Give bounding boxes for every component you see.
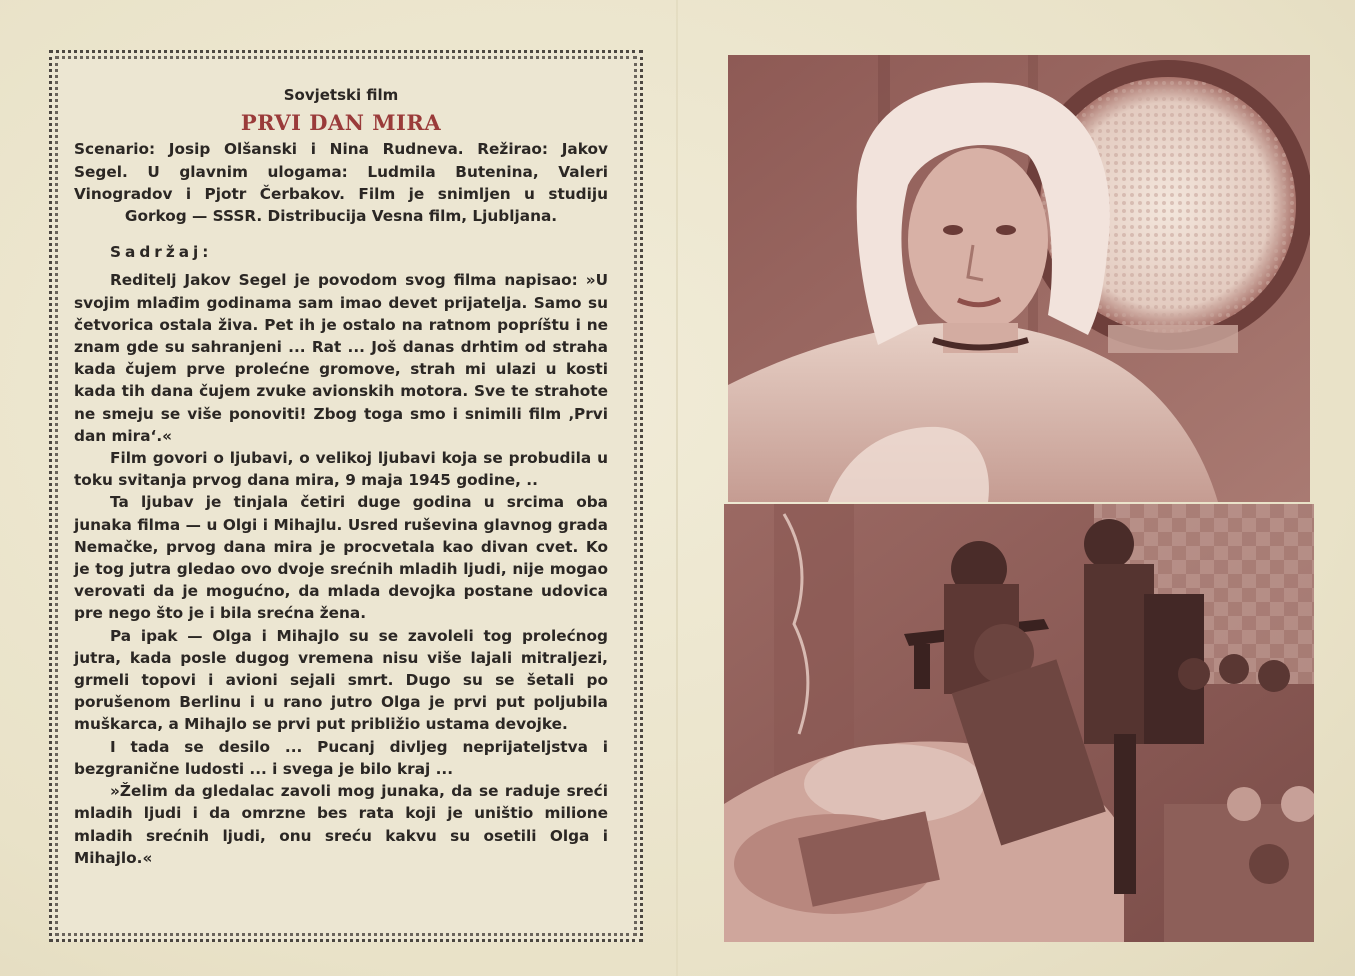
- section-label: Sadržaj:: [110, 243, 213, 262]
- paragraph: »Želim da gledalac zavoli mog junaka, da se raduje sreći mladih ljudi i da omrzne bes rata koji je uništio milione mladih srećnih ljudi, onu sreću kakvu su osetili Olga i Mihajlo.«: [74, 782, 608, 867]
- article-subtitle: Sovjetski film: [283, 86, 399, 104]
- paragraph: Film govori o ljubavi, o velikoj ljubavi koja se probudila u toku svitanja prvog dana mira, 9 maja 1945 godine, ..: [74, 449, 608, 490]
- photo-nurse-portrait: [728, 55, 1310, 502]
- article-title: PRVI DAN MIRA: [240, 110, 442, 136]
- paragraph: I tada se desilo ... Pucanj divljeg neprijateljstva i bezgranične ludosti ... i svega je bilo kraj ...: [74, 737, 608, 778]
- paragraph: Pa ipak — Olga i Mihajlo su se zavoleli tog prolećnog jutra, kada posle dugog vremena nisu više lajali mitraljezi, grmeli topovi i avioni sejali smrt. Dugo su se šetali po porušenom Berlinu i u rano jutro Olga je prvi put poljubila muškarca, a Mihajlo se prvi put približio ustama devojke.: [74, 626, 608, 734]
- paragraph: Ta ljubav je tinjala četiri duge godina u srcima oba junaka filma — u Olgi i Mihajlu. Usred ruševina glavnog grada Nemačke, prvog dana mira je procvetala kao divan cvet. Ko je tog jutra gledao ovo dvoje srećnih mladih ljudi, nije mogao verovati da je mogućno, da mlada devojka postane udovica pre nego što je i bila srećna žena.: [74, 493, 608, 623]
- paragraph: Reditelj Jakov Segel je povodom svog filma napisao: »U svojim mlađim godinama sam imao devet prijatelja. Samo su četvorica ostala živa. Pet ih je ostalo na ratnom popríštu i ne znam gde su sahranjeni ... Rat ... Još danas drhtim od straha kada čujem prve prolećne gromove, strah mi ulazi u kosti kada tih dana čujem zvuke avionskih motora. Sve te strahote ne smeju se više ponoviti! Zbog toga smo i snimili film ‚Prvi dan mira‘.«: [74, 271, 608, 445]
- nurse-portrait-image: [728, 55, 1310, 502]
- article-text: [74, 84, 608, 869]
- photo-soldiers-battle: [724, 504, 1314, 942]
- article-credits: Scenario: Josip Olšanski i Nina Rudneva. Režirao: Jakov Segel. U glavnim ulogama: Ludmila Butenina, Valeri Vinogradov i Pjotr Čerbakov. Film je snimljen u studiju Gorkog — SSSR. Distribucija Vesna film, Ljubljana.: [74, 140, 608, 226]
- soldiers-battle-image: [724, 504, 1314, 942]
- page-fold: [676, 0, 678, 976]
